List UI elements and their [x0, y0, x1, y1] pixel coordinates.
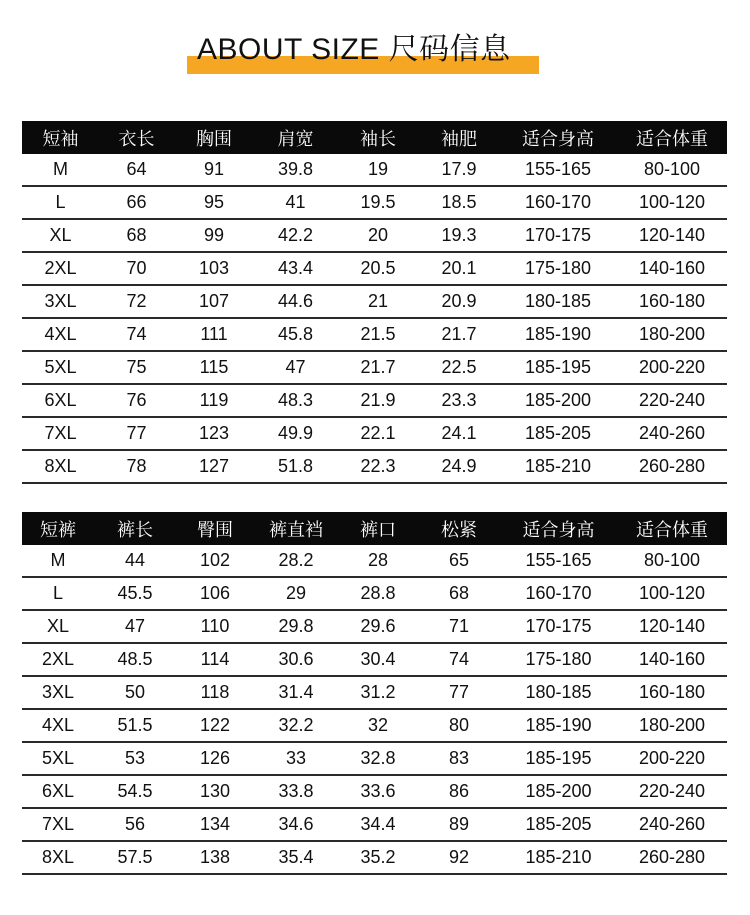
- shirt-table-cell: 70: [99, 252, 174, 285]
- shirt-table-cell: 220-240: [617, 384, 727, 417]
- shorts-table-row: [22, 676, 727, 709]
- shirt-table-cell: 123: [174, 417, 254, 450]
- shorts-table-cell: 180-200: [617, 709, 727, 742]
- shirt-table-cell: 20: [337, 219, 419, 252]
- shorts-table-cell: 35.4: [254, 841, 338, 874]
- shirt-table-cell: 103: [174, 252, 254, 285]
- shorts-table-cell: 80-100: [617, 545, 727, 577]
- shirt-table-cell: 19.3: [419, 219, 499, 252]
- shorts-table-cell: 140-160: [617, 643, 727, 676]
- shorts-table-cell: 260-280: [617, 841, 727, 874]
- shorts-table-row: [22, 545, 727, 577]
- shorts-table-cell: 114: [176, 643, 254, 676]
- shorts-table-cell: 35.2: [338, 841, 418, 874]
- shirt-header-row: [22, 121, 727, 154]
- shirt-table-row: [22, 285, 727, 318]
- shorts-table-row: [22, 841, 727, 874]
- page-title: ABOUT SIZE 尺码信息: [197, 33, 511, 66]
- shorts-table-cell: 6XL: [22, 775, 94, 808]
- shirt-table-cell: 18.5: [419, 186, 499, 219]
- shirt-table-cell: 78: [99, 450, 174, 483]
- shorts-table-cell: 130: [176, 775, 254, 808]
- shirt-table-row: [22, 154, 727, 186]
- shorts-table-cell: 200-220: [617, 742, 727, 775]
- shorts-table-cell: 122: [176, 709, 254, 742]
- shorts-table-cell: 3XL: [22, 676, 94, 709]
- shirt-table-cell: 100-120: [617, 186, 727, 219]
- shirt-table-row: [22, 219, 727, 252]
- shirt-table-cell: 21: [337, 285, 419, 318]
- shorts-table-cell: 54.5: [94, 775, 176, 808]
- shirt-table-cell: 77: [99, 417, 174, 450]
- shorts-table-cell: 5XL: [22, 742, 94, 775]
- shirt-table-cell: 76: [99, 384, 174, 417]
- shirt-table-cell: 95: [174, 186, 254, 219]
- shirt-table-cell: 48.3: [254, 384, 337, 417]
- shorts-col-header: 适合身高: [500, 512, 617, 545]
- shorts-table-row: [22, 742, 727, 775]
- shorts-table-cell: 138: [176, 841, 254, 874]
- title-banner: [187, 30, 539, 76]
- shorts-table-cell: 31.2: [338, 676, 418, 709]
- shorts-table-cell: 240-260: [617, 808, 727, 841]
- shirt-table-cell: 20.1: [419, 252, 499, 285]
- shirt-table-cell: 127: [174, 450, 254, 483]
- shorts-table-cell: 80: [418, 709, 500, 742]
- shirt-table-cell: 4XL: [22, 318, 99, 351]
- shirt-table-cell: 260-280: [617, 450, 727, 483]
- shirt-table-cell: 180-200: [617, 318, 727, 351]
- shorts-table-cell: 31.4: [254, 676, 338, 709]
- shorts-table-cell: M: [22, 545, 94, 577]
- shorts-table-cell: 50: [94, 676, 176, 709]
- shorts-table-cell: 185-190: [500, 709, 617, 742]
- shorts-table-cell: 185-195: [500, 742, 617, 775]
- shorts-table-cell: 89: [418, 808, 500, 841]
- shorts-table-cell: 74: [418, 643, 500, 676]
- shorts-table-row: [22, 643, 727, 676]
- shorts-table-cell: 48.5: [94, 643, 176, 676]
- shirt-table-cell: 107: [174, 285, 254, 318]
- shorts-table-cell: 185-210: [500, 841, 617, 874]
- shorts-table-cell: 106: [176, 577, 254, 610]
- shorts-table-cell: 86: [418, 775, 500, 808]
- shorts-table-row: [22, 610, 727, 643]
- shirt-table-row: [22, 450, 727, 483]
- shorts-table-cell: 7XL: [22, 808, 94, 841]
- shorts-table-row: [22, 577, 727, 610]
- shirt-table-cell: 75: [99, 351, 174, 384]
- shirt-table-cell: 72: [99, 285, 174, 318]
- shirt-table-cell: 111: [174, 318, 254, 351]
- shirt-table-cell: 21.7: [419, 318, 499, 351]
- shorts-table-cell: 65: [418, 545, 500, 577]
- shirt-table-cell: 120-140: [617, 219, 727, 252]
- shorts-size-table: [22, 512, 727, 875]
- shirt-table-cell: L: [22, 186, 99, 219]
- shorts-table-cell: 110: [176, 610, 254, 643]
- shorts-table-cell: 34.6: [254, 808, 338, 841]
- shirt-table-cell: 20.5: [337, 252, 419, 285]
- shorts-table-cell: 45.5: [94, 577, 176, 610]
- shirt-table-cell: 185-190: [499, 318, 617, 351]
- shorts-table-cell: 126: [176, 742, 254, 775]
- shirt-table-cell: 160-170: [499, 186, 617, 219]
- shorts-table-cell: 29.6: [338, 610, 418, 643]
- shirt-table-cell: 21.9: [337, 384, 419, 417]
- shirt-table-cell: 5XL: [22, 351, 99, 384]
- shorts-col-header: 裤直裆: [254, 512, 338, 545]
- shirt-table-cell: 19: [337, 154, 419, 186]
- shirt-table-cell: 240-260: [617, 417, 727, 450]
- shirt-col-header: 衣长: [99, 121, 174, 154]
- shorts-table-cell: 83: [418, 742, 500, 775]
- shirt-col-header: 胸围: [174, 121, 254, 154]
- shirt-table-cell: 2XL: [22, 252, 99, 285]
- shorts-table-cell: 71: [418, 610, 500, 643]
- shirt-table-cell: 185-210: [499, 450, 617, 483]
- shirt-table-cell: 20.9: [419, 285, 499, 318]
- shorts-table-cell: 134: [176, 808, 254, 841]
- shorts-table-cell: 120-140: [617, 610, 727, 643]
- shorts-col-header: 臀围: [176, 512, 254, 545]
- shorts-table-cell: 51.5: [94, 709, 176, 742]
- shirt-table-cell: 21.7: [337, 351, 419, 384]
- shorts-table-cell: 100-120: [617, 577, 727, 610]
- shirt-col-header: 袖肥: [419, 121, 499, 154]
- shirt-col-header: 袖长: [337, 121, 419, 154]
- shirt-table-cell: 155-165: [499, 154, 617, 186]
- shirt-table-cell: 19.5: [337, 186, 419, 219]
- shirt-table-cell: 160-180: [617, 285, 727, 318]
- shirt-col-header: 肩宽: [254, 121, 337, 154]
- shorts-table-cell: 32: [338, 709, 418, 742]
- shirt-table-cell: 22.3: [337, 450, 419, 483]
- shorts-table-cell: 185-200: [500, 775, 617, 808]
- shorts-header-row: [22, 512, 727, 545]
- shirt-table-cell: 6XL: [22, 384, 99, 417]
- shorts-table-cell: 220-240: [617, 775, 727, 808]
- shorts-table-cell: 32.2: [254, 709, 338, 742]
- shirt-table-cell: 64: [99, 154, 174, 186]
- shirt-col-header: 适合身高: [499, 121, 617, 154]
- shorts-table-cell: 32.8: [338, 742, 418, 775]
- shirt-table-cell: 22.1: [337, 417, 419, 450]
- shorts-col-header: 短裤: [22, 512, 94, 545]
- shorts-table-cell: 30.4: [338, 643, 418, 676]
- shorts-table-cell: XL: [22, 610, 94, 643]
- shorts-table-cell: 185-205: [500, 808, 617, 841]
- shirt-table-cell: 140-160: [617, 252, 727, 285]
- shorts-table-cell: 28: [338, 545, 418, 577]
- shorts-table-cell: 33: [254, 742, 338, 775]
- shorts-table-cell: 170-175: [500, 610, 617, 643]
- shirt-table-cell: 200-220: [617, 351, 727, 384]
- shirt-table-cell: 180-185: [499, 285, 617, 318]
- shorts-table-cell: 34.4: [338, 808, 418, 841]
- shorts-table-cell: 28.8: [338, 577, 418, 610]
- shorts-col-header: 适合体重: [617, 512, 727, 545]
- shirt-table-row: [22, 318, 727, 351]
- shirt-table-cell: 44.6: [254, 285, 337, 318]
- shirt-table-cell: 43.4: [254, 252, 337, 285]
- shorts-table-cell: 47: [94, 610, 176, 643]
- shorts-table-cell: 56: [94, 808, 176, 841]
- shirt-table-cell: 80-100: [617, 154, 727, 186]
- shirt-table-cell: 45.8: [254, 318, 337, 351]
- shirt-table-cell: M: [22, 154, 99, 186]
- shirt-table-cell: 42.2: [254, 219, 337, 252]
- shirt-table-cell: 91: [174, 154, 254, 186]
- shirt-table-cell: 99: [174, 219, 254, 252]
- shirt-table-cell: 185-205: [499, 417, 617, 450]
- shorts-col-header: 裤口: [338, 512, 418, 545]
- shorts-table-row: [22, 709, 727, 742]
- shirt-table-cell: 24.9: [419, 450, 499, 483]
- shirt-table-cell: 68: [99, 219, 174, 252]
- shorts-table-cell: 4XL: [22, 709, 94, 742]
- shirt-table-cell: 21.5: [337, 318, 419, 351]
- shorts-table-cell: 92: [418, 841, 500, 874]
- shirt-table-cell: 115: [174, 351, 254, 384]
- shirt-table-cell: 175-180: [499, 252, 617, 285]
- shirt-table-cell: 185-200: [499, 384, 617, 417]
- shirt-table-cell: 8XL: [22, 450, 99, 483]
- shorts-table-cell: 102: [176, 545, 254, 577]
- shorts-table-cell: 8XL: [22, 841, 94, 874]
- shirt-table-cell: 47: [254, 351, 337, 384]
- shirt-table-cell: 51.8: [254, 450, 337, 483]
- shirt-table-cell: 119: [174, 384, 254, 417]
- shorts-table-cell: 118: [176, 676, 254, 709]
- shirt-table-cell: 185-195: [499, 351, 617, 384]
- shirt-table-cell: 22.5: [419, 351, 499, 384]
- shirt-table-cell: 3XL: [22, 285, 99, 318]
- shirt-table-cell: 7XL: [22, 417, 99, 450]
- shorts-table-cell: 155-165: [500, 545, 617, 577]
- shorts-table-cell: 30.6: [254, 643, 338, 676]
- shirt-table-row: [22, 252, 727, 285]
- shorts-table-cell: L: [22, 577, 94, 610]
- shirt-table-row: [22, 417, 727, 450]
- shorts-table-cell: 2XL: [22, 643, 94, 676]
- shirt-table-cell: 66: [99, 186, 174, 219]
- shorts-table-cell: 33.6: [338, 775, 418, 808]
- shirt-table-cell: 39.8: [254, 154, 337, 186]
- shirt-col-header: 短袖: [22, 121, 99, 154]
- shorts-table-row: [22, 808, 727, 841]
- shorts-table-cell: 175-180: [500, 643, 617, 676]
- shorts-table-cell: 29.8: [254, 610, 338, 643]
- shorts-col-header: 松紧: [418, 512, 500, 545]
- shirt-col-header: 适合体重: [617, 121, 727, 154]
- shorts-table-cell: 33.8: [254, 775, 338, 808]
- shirt-table-cell: XL: [22, 219, 99, 252]
- shorts-table-cell: 180-185: [500, 676, 617, 709]
- shorts-table-cell: 29: [254, 577, 338, 610]
- shirt-table-cell: 17.9: [419, 154, 499, 186]
- shirt-table-cell: 23.3: [419, 384, 499, 417]
- shirt-size-table: [22, 121, 727, 484]
- shorts-table-cell: 77: [418, 676, 500, 709]
- shorts-table-cell: 57.5: [94, 841, 176, 874]
- shirt-table-row: [22, 384, 727, 417]
- shirt-table-cell: 170-175: [499, 219, 617, 252]
- shirt-table-cell: 41: [254, 186, 337, 219]
- shirt-table-cell: 74: [99, 318, 174, 351]
- shirt-table-cell: 24.1: [419, 417, 499, 450]
- shorts-table-row: [22, 775, 727, 808]
- shirt-table-row: [22, 351, 727, 384]
- shorts-table-cell: 160-180: [617, 676, 727, 709]
- shorts-table-cell: 160-170: [500, 577, 617, 610]
- shorts-table-cell: 28.2: [254, 545, 338, 577]
- shorts-col-header: 裤长: [94, 512, 176, 545]
- shorts-table-cell: 53: [94, 742, 176, 775]
- shirt-table-row: [22, 186, 727, 219]
- shorts-table-cell: 44: [94, 545, 176, 577]
- shorts-table-cell: 68: [418, 577, 500, 610]
- shirt-table-cell: 49.9: [254, 417, 337, 450]
